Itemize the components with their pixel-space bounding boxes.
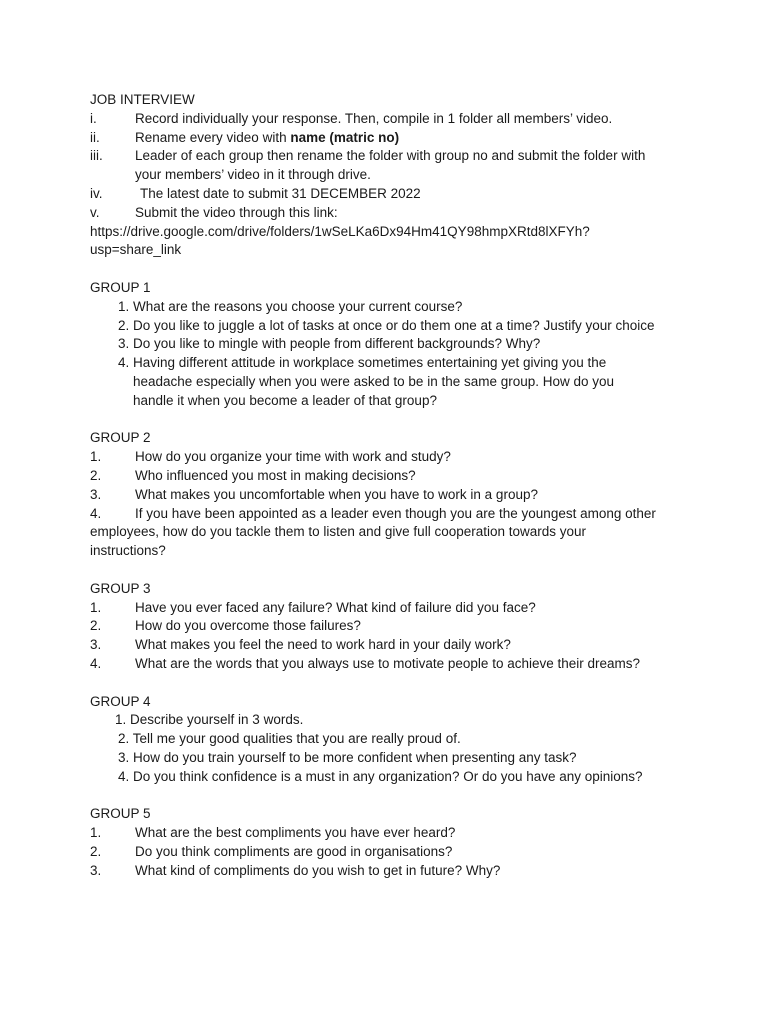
question-number: 2. xyxy=(90,467,102,483)
question-text: 2. Tell me your good qualities that you are really proud of. xyxy=(118,731,461,747)
instruction-text xyxy=(135,129,399,148)
question-item xyxy=(90,843,690,862)
question-continuation xyxy=(90,373,690,392)
instruction-continuation xyxy=(90,166,690,185)
instruction-text: Submit the video through this link: xyxy=(135,204,338,220)
question-text: 3. How do you train yourself to be more confident when presenting any task? xyxy=(118,749,577,765)
question-number: 3. xyxy=(90,637,102,653)
question-item xyxy=(90,711,690,730)
question-text: 4. Having different attitude in workplace sometimes entertaining yet giving you the xyxy=(118,355,607,371)
submission-link-continued[interactable]: usp=share_link xyxy=(90,242,182,258)
question-number: 3. xyxy=(90,862,102,878)
question-text: What makes you feel the need to work hard in your daily work? xyxy=(135,637,511,653)
question-item xyxy=(90,730,690,749)
question-text: What kind of compliments do you wish to get in future? Why? xyxy=(135,862,501,878)
instruction-text-bold: name (matric no) xyxy=(290,129,400,145)
question-text: headache especially when you were asked to be in the same group. How do you xyxy=(133,373,615,389)
instruction-text: your members’ video in it through drive. xyxy=(135,167,371,183)
question-item xyxy=(90,599,690,618)
question-item xyxy=(90,505,690,524)
question-item xyxy=(90,448,690,467)
question-number: 1. xyxy=(90,599,102,615)
question-item xyxy=(90,486,690,505)
question-text: Do you think compliments are good in organisations? xyxy=(135,843,453,859)
question-number: 4. xyxy=(90,655,102,671)
question-text: How do you organize your time with work and study? xyxy=(135,449,451,465)
question-text: Who influenced you most in making decisions? xyxy=(135,467,416,483)
question-text: What makes you uncomfortable when you have to work in a group? xyxy=(135,486,538,502)
instruction-text: Record individually your response. Then, compile in 1 folder all members’ video. xyxy=(135,110,613,126)
instruction-number: iv. xyxy=(90,185,103,201)
question-number: 2. xyxy=(90,843,102,859)
group-heading: GROUP 1 xyxy=(90,279,151,295)
question-number: 1. xyxy=(90,825,102,841)
question-item xyxy=(90,617,690,636)
document-title: JOB INTERVIEW xyxy=(90,92,195,107)
question-item xyxy=(90,354,690,373)
question-text: What are the best compliments you have ever heard? xyxy=(135,825,456,841)
instruction-number: v. xyxy=(90,204,100,220)
question-text: If you have been appointed as a leader even though you are the youngest among other xyxy=(135,505,656,521)
question-text: 1. Describe yourself in 3 words. xyxy=(115,712,304,728)
question-text: How do you overcome those failures? xyxy=(135,618,361,634)
question-number: 2. xyxy=(90,618,102,634)
question-item xyxy=(90,636,690,655)
question-item xyxy=(90,749,690,768)
question-text: 1. What are the reasons you choose your current course? xyxy=(118,298,463,314)
group-heading: GROUP 5 xyxy=(90,806,151,822)
question-item xyxy=(90,335,690,354)
question-text: 3. Do you like to mingle with people from different backgrounds? Why? xyxy=(118,336,541,352)
instruction-item xyxy=(90,110,690,129)
question-continuation: instructions? xyxy=(90,543,166,559)
question-item xyxy=(90,317,690,336)
instruction-text: Leader of each group then rename the folder with group no and submit the folder with xyxy=(135,148,646,164)
question-item xyxy=(90,768,690,787)
group-heading: GROUP 4 xyxy=(90,693,151,709)
group-heading: GROUP 3 xyxy=(90,580,151,596)
question-continuation: employees, how do you tackle them to listen and give full cooperation towards your xyxy=(90,524,587,540)
instruction-item xyxy=(90,185,690,204)
question-text: What are the words that you always use to motivate people to achieve their dreams? xyxy=(135,655,641,671)
instruction-item xyxy=(90,129,690,148)
submission-link[interactable]: https://drive.google.com/drive/folders/1wSeLKa6Dx94Hm41QY98hmpXRtd8lXFYh? xyxy=(90,223,590,239)
instruction-number: i. xyxy=(90,110,97,126)
question-item xyxy=(90,862,690,881)
question-text: Have you ever faced any failure? What kind of failure did you face? xyxy=(135,599,536,615)
question-text: handle it when you become a leader of that group? xyxy=(133,392,437,408)
question-item xyxy=(90,467,690,486)
instruction-number: ii. xyxy=(90,129,100,145)
instruction-text: The latest date to submit 31 DECEMBER 2022 xyxy=(140,185,421,201)
instruction-number: iii. xyxy=(90,148,103,164)
question-item xyxy=(90,655,690,674)
document-page xyxy=(90,91,690,880)
question-number: 1. xyxy=(90,449,102,465)
question-number: 4. xyxy=(90,505,102,521)
instruction-item xyxy=(90,147,690,166)
question-text: 2. Do you like to juggle a lot of tasks at once or do them one at a time? Justify your choice xyxy=(118,317,655,333)
question-item xyxy=(90,298,690,317)
question-item xyxy=(90,824,690,843)
question-number: 3. xyxy=(90,486,102,502)
group-heading: GROUP 2 xyxy=(90,430,151,446)
question-continuation xyxy=(90,392,690,411)
question-text: 4. Do you think confidence is a must in any organization? Or do you have any opinions? xyxy=(118,768,643,784)
instruction-item xyxy=(90,204,690,223)
instruction-text-plain: Rename every video with xyxy=(135,129,291,145)
